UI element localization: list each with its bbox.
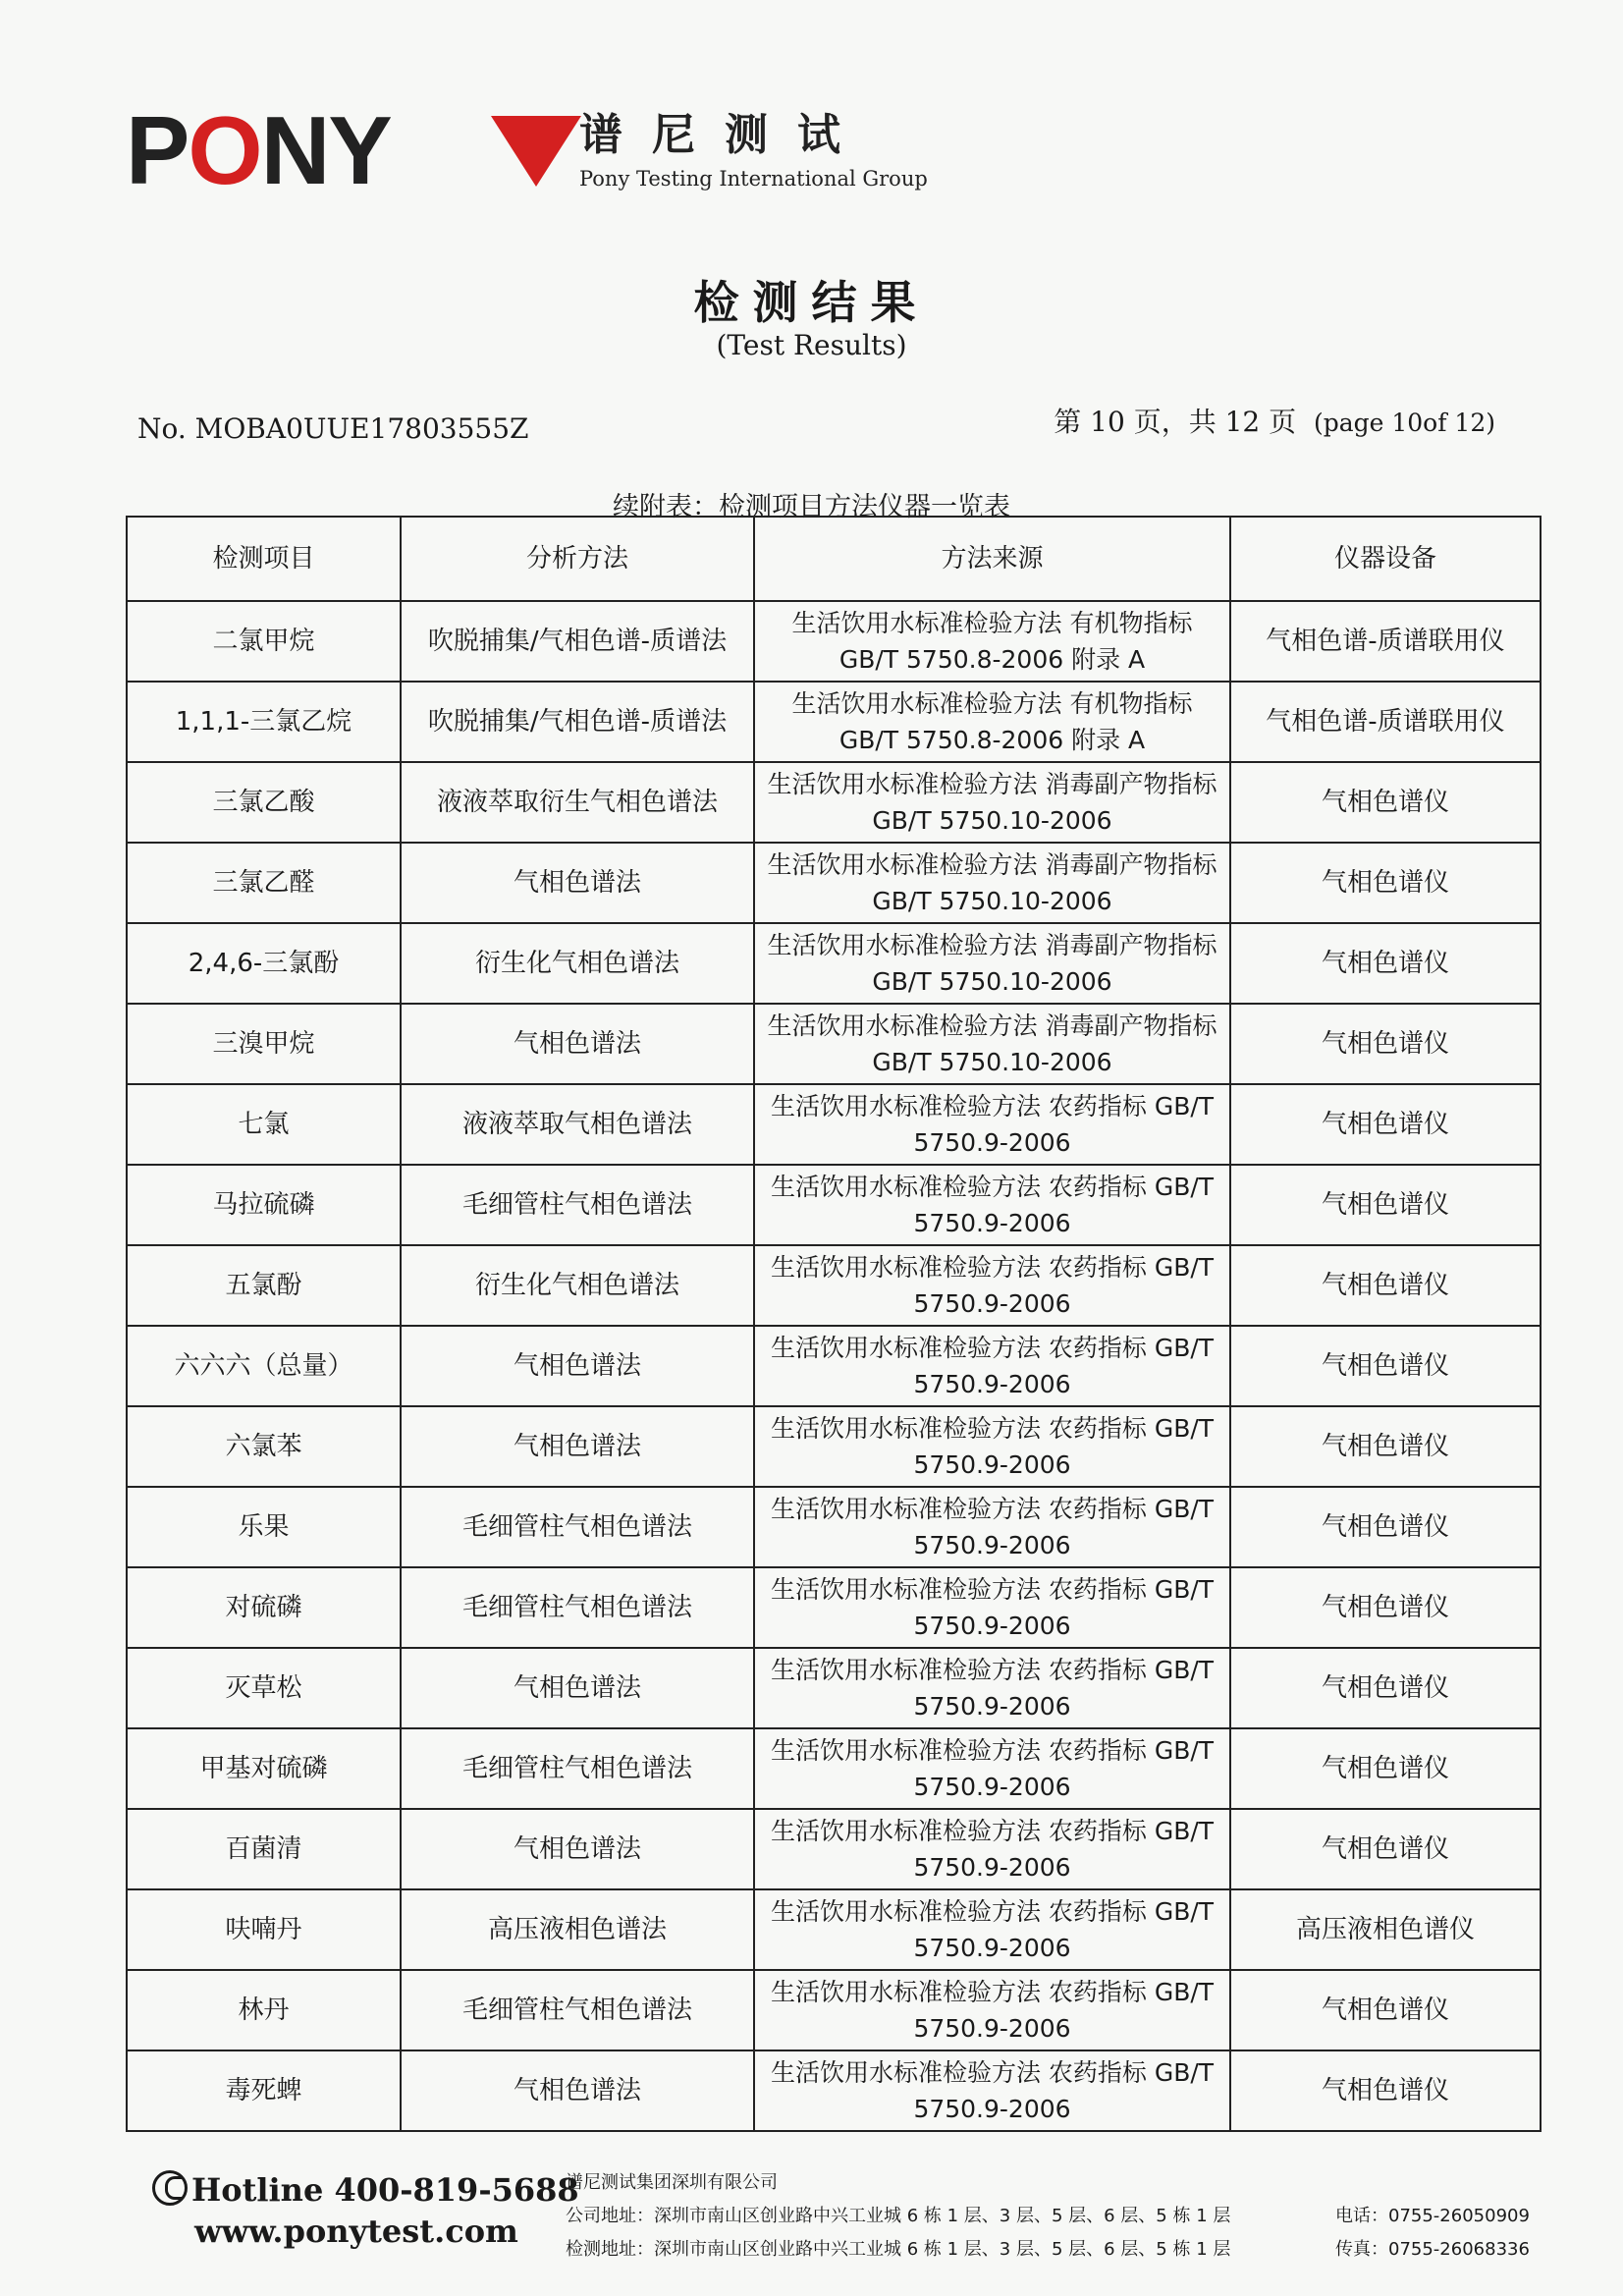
cell-analysis-method: 吹脱捕集/气相色谱-质谱法	[401, 601, 754, 682]
website-link[interactable]: www.ponytest.com	[194, 2213, 518, 2250]
cell-instrument: 气相色谱仪	[1230, 1245, 1541, 1326]
header-instrument: 仪器设备	[1230, 517, 1541, 601]
cell-analysis-method: 衍生化气相色谱法	[401, 1245, 754, 1326]
company-logo	[126, 96, 928, 204]
cell-method-source: 生活饮用水标准检验方法 农药指标 GB/T 5750.9-2006	[754, 1889, 1230, 1970]
cell-method-source: 生活饮用水标准检验方法 农药指标 GB/T 5750.9-2006	[754, 1970, 1230, 2050]
table-row	[127, 1004, 1541, 1084]
cell-test-item: 二氯甲烷	[127, 601, 401, 682]
cell-method-source: 生活饮用水标准检验方法 有机物指标 GB/T 5750.8-2006 附录 A	[754, 601, 1230, 682]
cell-analysis-method: 气相色谱法	[401, 1326, 754, 1406]
cell-analysis-method: 吹脱捕集/气相色谱-质谱法	[401, 682, 754, 762]
page-indicator-cn: 第 10 页，共 12 页	[1054, 406, 1297, 438]
logo-english-name: Pony Testing International Group	[579, 167, 928, 191]
footer-phone: 电话：0755-26050909	[1335, 2206, 1530, 2226]
table-row	[127, 1567, 1541, 1648]
logo-letter-p: P	[126, 96, 189, 204]
footer-company-row	[566, 2166, 1230, 2200]
cell-instrument: 气相色谱仪	[1230, 1648, 1541, 1728]
table-row	[127, 1165, 1541, 1245]
table-row	[127, 601, 1541, 682]
cell-test-item: 六六六（总量）	[127, 1326, 401, 1406]
page-subtitle: (Test Results)	[716, 329, 907, 361]
table-row	[127, 923, 1541, 1004]
cell-analysis-method: 毛细管柱气相色谱法	[401, 1567, 754, 1648]
footer-contact	[566, 2166, 1530, 2267]
cell-test-item: 1,1,1-三氯乙烷	[127, 682, 401, 762]
cell-test-item: 乐果	[127, 1487, 401, 1567]
table-row	[127, 1970, 1541, 2050]
cell-method-source: 生活饮用水标准检验方法 消毒副产物指标 GB/T 5750.10-2006	[754, 762, 1230, 843]
logo-letter-o: O	[188, 96, 261, 204]
cell-instrument: 气相色谱仪	[1230, 2050, 1541, 2131]
hotline	[152, 2170, 579, 2209]
cell-test-item: 三氯乙醛	[127, 843, 401, 923]
cell-test-item: 林丹	[127, 1970, 401, 2050]
cell-method-source: 生活饮用水标准检验方法 农药指标 GB/T 5750.9-2006	[754, 1165, 1230, 1245]
cell-analysis-method: 气相色谱法	[401, 1648, 754, 1728]
cell-test-item: 三溴甲烷	[127, 1004, 401, 1084]
table-row	[127, 1084, 1541, 1165]
cell-analysis-method: 气相色谱法	[401, 1406, 754, 1487]
phone-c-icon	[152, 2170, 188, 2206]
logo-triangle-icon	[491, 116, 581, 187]
cell-analysis-method: 高压液相色谱法	[401, 1889, 754, 1970]
page-indicator	[1054, 401, 1495, 440]
cell-test-item: 甲基对硫磷	[127, 1728, 401, 1809]
cell-analysis-method: 毛细管柱气相色谱法	[401, 1165, 754, 1245]
footer-fax: 传真：0755-26068336	[1335, 2239, 1530, 2260]
cell-test-item: 马拉硫磷	[127, 1165, 401, 1245]
cell-instrument: 气相色谱仪	[1230, 843, 1541, 923]
cell-analysis-method: 气相色谱法	[401, 1004, 754, 1084]
cell-instrument: 高压液相色谱仪	[1230, 1889, 1541, 1970]
cell-instrument: 气相色谱仪	[1230, 1165, 1541, 1245]
page-indicator-en: (page 10of 12)	[1313, 409, 1495, 437]
cell-method-source: 生活饮用水标准检验方法 消毒副产物指标 GB/T 5750.10-2006	[754, 923, 1230, 1004]
footer-company-address: 公司地址：深圳市南山区创业路中兴工业城 6 栋 1 层、3 层、5 层、6 层、5 栋 1 层	[566, 2206, 1231, 2226]
cell-instrument: 气相色谱仪	[1230, 1326, 1541, 1406]
table-row	[127, 1245, 1541, 1326]
cell-instrument: 气相色谱仪	[1230, 1084, 1541, 1165]
cell-analysis-method: 液液萃取衍生气相色谱法	[401, 762, 754, 843]
cell-instrument: 气相色谱仪	[1230, 1487, 1541, 1567]
cell-method-source: 生活饮用水标准检验方法 农药指标 GB/T 5750.9-2006	[754, 1406, 1230, 1487]
cell-method-source: 生活饮用水标准检验方法 农药指标 GB/T 5750.9-2006	[754, 1567, 1230, 1648]
cell-method-source: 生活饮用水标准检验方法 农药指标 GB/T 5750.9-2006	[754, 1728, 1230, 1809]
cell-instrument: 气相色谱仪	[1230, 923, 1541, 1004]
cell-analysis-method: 毛细管柱气相色谱法	[401, 1487, 754, 1567]
table-row	[127, 2050, 1541, 2131]
cell-method-source: 生活饮用水标准检验方法 农药指标 GB/T 5750.9-2006	[754, 1245, 1230, 1326]
cell-instrument: 气相色谱仪	[1230, 1567, 1541, 1648]
table-row	[127, 843, 1541, 923]
cell-test-item: 三氯乙酸	[127, 762, 401, 843]
cell-instrument: 气相色谱-质谱联用仪	[1230, 682, 1541, 762]
cell-analysis-method: 气相色谱法	[401, 1809, 754, 1889]
cell-method-source: 生活饮用水标准检验方法 农药指标 GB/T 5750.9-2006	[754, 1648, 1230, 1728]
footer-lab-address: 检测地址：深圳市南山区创业路中兴工业城 6 栋 1 层、3 层、5 层、6 层、5 栋 1 层	[566, 2239, 1231, 2260]
cell-method-source: 生活饮用水标准检验方法 农药指标 GB/T 5750.9-2006	[754, 1326, 1230, 1406]
cell-method-source: 生活饮用水标准检验方法 农药指标 GB/T 5750.9-2006	[754, 1084, 1230, 1165]
logo-letters-ny: NY	[260, 96, 391, 204]
cell-instrument: 气相色谱仪	[1230, 1406, 1541, 1487]
report-number: No. MOBA0UUE17803555Z	[137, 412, 529, 445]
cell-analysis-method: 衍生化气相色谱法	[401, 923, 754, 1004]
hotline-text: Hotline 400-819-5688	[191, 2171, 579, 2209]
cell-method-source: 生活饮用水标准检验方法 农药指标 GB/T 5750.9-2006	[754, 2050, 1230, 2131]
table-header-row	[127, 517, 1541, 601]
table-caption: 续附表：检测项目方法仪器一览表	[613, 492, 1010, 522]
cell-analysis-method: 气相色谱法	[401, 843, 754, 923]
cell-instrument: 气相色谱-质谱联用仪	[1230, 601, 1541, 682]
cell-instrument: 气相色谱仪	[1230, 762, 1541, 843]
cell-test-item: 灭草松	[127, 1648, 401, 1728]
cell-instrument: 气相色谱仪	[1230, 1809, 1541, 1889]
cell-test-item: 2,4,6-三氯酚	[127, 923, 401, 1004]
cell-test-item: 呋喃丹	[127, 1889, 401, 1970]
cell-test-item: 毒死蜱	[127, 2050, 401, 2131]
cell-analysis-method: 毛细管柱气相色谱法	[401, 1970, 754, 2050]
cell-test-item: 五氯酚	[127, 1245, 401, 1326]
cell-method-source: 生活饮用水标准检验方法 农药指标 GB/T 5750.9-2006	[754, 1487, 1230, 1567]
header-analysis-method: 分析方法	[401, 517, 754, 601]
footer-lab-row	[566, 2233, 1530, 2267]
cell-method-source: 生活饮用水标准检验方法 农药指标 GB/T 5750.9-2006	[754, 1809, 1230, 1889]
cell-analysis-method: 液液萃取气相色谱法	[401, 1084, 754, 1165]
cell-method-source: 生活饮用水标准检验方法 有机物指标 GB/T 5750.8-2006 附录 A	[754, 682, 1230, 762]
logo-chinese-name: 谱尼测试	[579, 110, 870, 160]
header-method-source: 方法来源	[754, 517, 1230, 601]
table-row	[127, 1487, 1541, 1567]
cell-method-source: 生活饮用水标准检验方法 消毒副产物指标 GB/T 5750.10-2006	[754, 843, 1230, 923]
cell-test-item: 六氯苯	[127, 1406, 401, 1487]
cell-test-item: 对硫磷	[127, 1567, 401, 1648]
cell-test-item: 百菌清	[127, 1809, 401, 1889]
cell-instrument: 气相色谱仪	[1230, 1004, 1541, 1084]
table-row	[127, 1809, 1541, 1889]
cell-test-item: 七氯	[127, 1084, 401, 1165]
logo-wordmark	[126, 96, 391, 204]
table-row	[127, 1406, 1541, 1487]
page-title: 检测结果	[693, 276, 930, 329]
cell-analysis-method: 毛细管柱气相色谱法	[401, 1728, 754, 1809]
table-row	[127, 1326, 1541, 1406]
cell-analysis-method: 气相色谱法	[401, 2050, 754, 2131]
method-instrument-table	[126, 516, 1542, 2132]
cell-instrument: 气相色谱仪	[1230, 1970, 1541, 2050]
cell-instrument: 气相色谱仪	[1230, 1728, 1541, 1809]
footer-company-name: 谱尼测试集团深圳有限公司	[566, 2172, 778, 2193]
table-row	[127, 1889, 1541, 1970]
table-row	[127, 762, 1541, 843]
table-row	[127, 1728, 1541, 1809]
footer-address-row	[566, 2200, 1530, 2233]
table-row	[127, 1648, 1541, 1728]
cell-method-source: 生活饮用水标准检验方法 消毒副产物指标 GB/T 5750.10-2006	[754, 1004, 1230, 1084]
table-row	[127, 682, 1541, 762]
header-test-item: 检测项目	[127, 517, 401, 601]
